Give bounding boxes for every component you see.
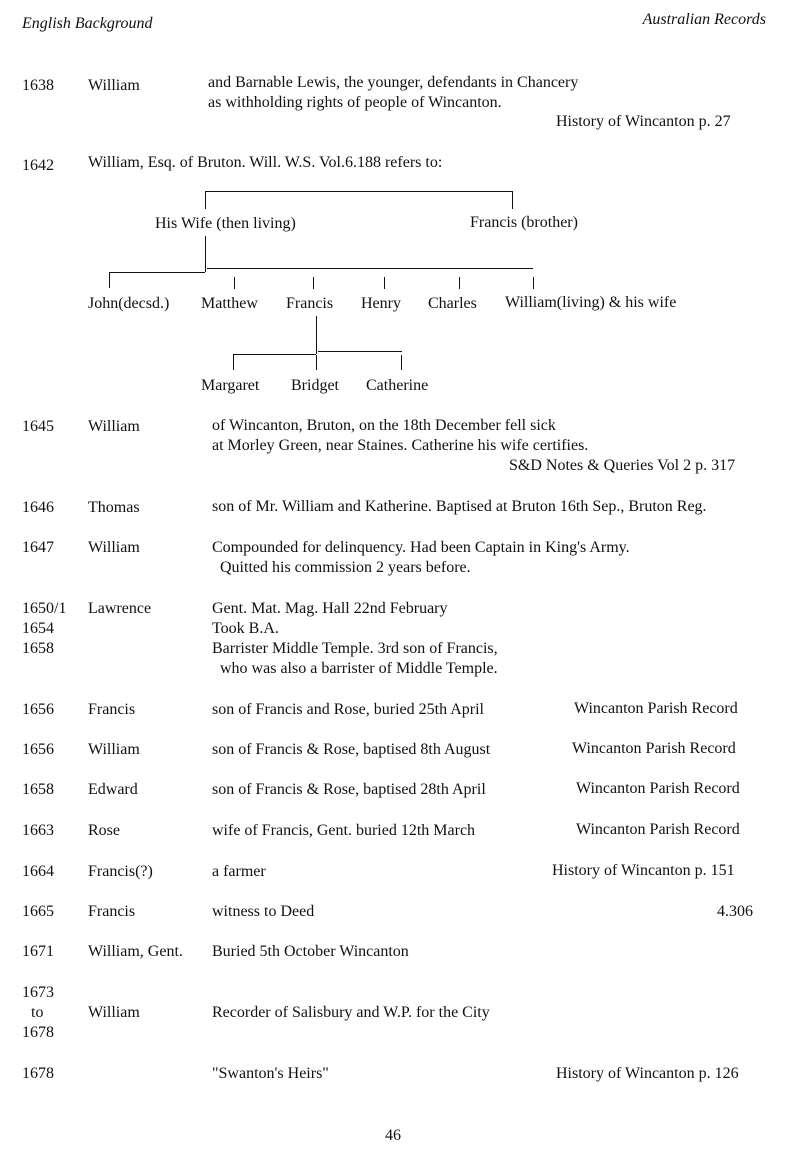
entry-year: 1642 <box>22 157 54 174</box>
tree-line <box>384 277 385 289</box>
tree-grandchild: Bridget <box>291 377 339 394</box>
entry-text: Took B.A. <box>212 620 279 637</box>
entry-name: Francis(?) <box>88 863 153 880</box>
tree-line <box>109 272 110 288</box>
entry-source: Wincanton Parish Record <box>576 821 740 838</box>
tree-line <box>459 277 460 289</box>
entry-year: 1663 <box>22 822 54 839</box>
entry-year: 1656 <box>22 701 54 718</box>
entry-source: S&D Notes & Queries Vol 2 p. 317 <box>509 457 736 474</box>
tree-grandchild: Margaret <box>201 377 260 394</box>
tree-grandchild: Catherine <box>366 377 429 394</box>
entry-name: Rose <box>88 822 120 839</box>
entry-text: witness to Deed <box>212 903 315 920</box>
entry-source: History of Wincanton p. 126 <box>556 1065 739 1082</box>
entry-year: 1656 <box>22 741 54 758</box>
entry-year: 1673 <box>22 984 54 1001</box>
entry-text: of Wincanton, Bruton, on the 18th December fell sick <box>212 417 556 434</box>
entry-name: William, Esq. of Bruton. Will. W.S. Vol.6.188 refers to: <box>88 154 443 171</box>
entry-text: as withholding rights of people of Wincanton. <box>208 94 502 111</box>
entry-source: Wincanton Parish Record <box>576 780 740 797</box>
entry-name: William <box>88 77 140 94</box>
entry-source: Wincanton Parish Record <box>572 740 736 757</box>
header-left: English Background <box>22 15 153 32</box>
entry-source: History of Wincanton p. 27 <box>556 113 731 130</box>
tree-child: Francis <box>286 295 334 312</box>
tree-brother: Francis (brother) <box>470 214 578 231</box>
entry-year: to <box>31 1004 44 1021</box>
tree-child: John(decsd.) <box>88 295 170 312</box>
entry-text: Barrister Middle Temple. 3rd son of Francis, <box>212 640 498 657</box>
entry-text: Compounded for delinquency. Had been Captain in King's Army. <box>212 539 630 556</box>
tree-line <box>512 192 513 209</box>
tree-line <box>533 277 534 289</box>
entry-name: William <box>88 1004 140 1021</box>
entry-name: Edward <box>88 781 138 798</box>
entry-name: William <box>88 418 140 435</box>
entry-text: Recorder of Salisbury and W.P. for the City <box>212 1004 490 1021</box>
tree-line <box>318 351 402 352</box>
entry-text: and Barnable Lewis, the younger, defendants in Chancery <box>208 74 579 91</box>
entry-name: William, Gent. <box>88 943 183 960</box>
entry-year: 1654 <box>22 620 54 637</box>
tree-line <box>205 236 206 272</box>
tree-line <box>316 316 317 354</box>
entry-text: wife of Francis, Gent. buried 12th March <box>212 822 476 839</box>
entry-text: son of Francis and Rose, buried 25th April <box>212 701 484 718</box>
entry-text: who was also a barrister of Middle Temple. <box>220 660 498 677</box>
entry-name: Francis <box>88 903 136 920</box>
tree-child: Charles <box>428 295 477 312</box>
tree-child: William(living) & his wife <box>505 294 677 311</box>
tree-wife: His Wife (then living) <box>155 215 296 232</box>
tree-line <box>316 355 317 370</box>
entry-source: 4.306 <box>717 903 753 920</box>
entry-text: at Morley Green, near Staines. Catherine his wife certifies. <box>212 437 589 454</box>
entry-year: 1650/1 <box>22 600 67 617</box>
tree-line <box>233 355 234 370</box>
header-right: Australian Records <box>642 11 766 28</box>
tree-line <box>109 272 205 273</box>
tree-line <box>234 277 235 289</box>
entry-source: Wincanton Parish Record <box>574 700 738 717</box>
tree-child: Henry <box>361 295 401 312</box>
entry-text: Gent. Mat. Mag. Hall 22nd February <box>212 600 448 617</box>
page-number: 46 <box>385 1127 401 1144</box>
entry-name: Lawrence <box>88 600 152 617</box>
tree-line <box>205 192 206 209</box>
entry-year: 1645 <box>22 418 54 435</box>
entry-year: 1678 <box>22 1065 54 1082</box>
entry-year: 1671 <box>22 943 54 960</box>
tree-child: Matthew <box>201 295 258 312</box>
tree-line <box>207 268 533 269</box>
entry-year: 1664 <box>22 863 54 880</box>
entry-source: History of Wincanton p. 151 <box>552 862 735 879</box>
entry-text: a farmer <box>212 863 266 880</box>
entry-name: William <box>88 741 140 758</box>
tree-line <box>401 355 402 370</box>
entry-year: 1646 <box>22 499 54 516</box>
entry-name: William <box>88 539 140 556</box>
entry-text: son of Mr. William and Katherine. Baptised at Bruton 16th Sep., Bruton Reg. <box>212 498 707 515</box>
tree-line <box>205 191 513 192</box>
entry-name: Francis <box>88 701 136 718</box>
entry-year: 1647 <box>22 539 54 556</box>
tree-line <box>233 354 316 355</box>
entry-text: "Swanton's Heirs" <box>212 1065 329 1082</box>
entry-text: Buried 5th October Wincanton <box>212 943 409 960</box>
entry-text: Quitted his commission 2 years before. <box>220 559 471 576</box>
entry-year: 1678 <box>22 1024 54 1041</box>
entry-name: Thomas <box>88 499 140 516</box>
entry-year: 1665 <box>22 903 54 920</box>
entry-year: 1658 <box>22 781 54 798</box>
entry-text: son of Francis & Rose, baptised 8th August <box>212 741 491 758</box>
tree-line <box>313 277 314 289</box>
entry-year: 1658 <box>22 640 54 657</box>
entry-text: son of Francis & Rose, baptised 28th April <box>212 781 486 798</box>
entry-year: 1638 <box>22 77 54 94</box>
